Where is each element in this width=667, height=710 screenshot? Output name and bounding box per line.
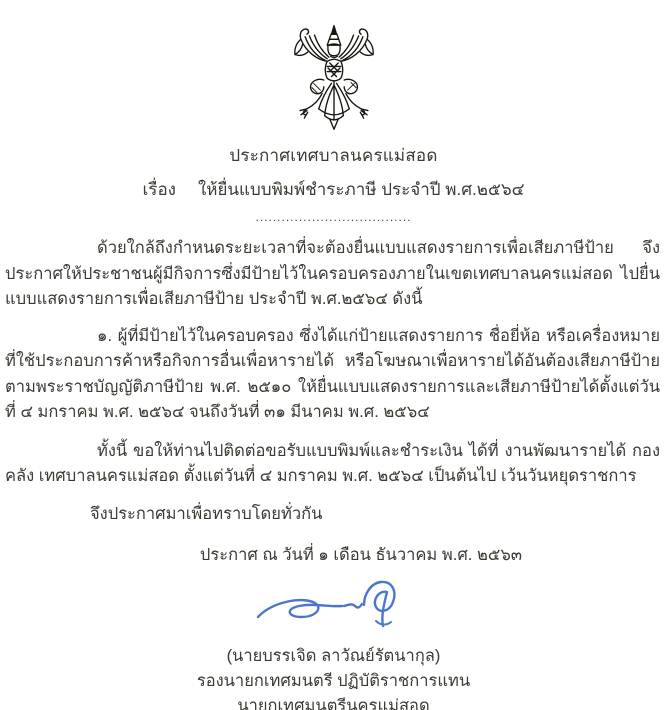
signer-position-1: รองนายกเทศมนตรี ปฏิบัติราชการแทน: [196, 672, 471, 690]
subject-text: ให้ยื่นแบบพิมพ์ชำระภาษี ประจำปี พ.ศ.๒๕๖๔: [197, 180, 525, 199]
signer-position-2: นายกเทศมนตรีนครแม่สอด: [237, 697, 430, 710]
paragraph-intro: ด้วยใกล้ถึงกำหนดระยะเวลาที่จะต้องยื่นแบบแสดงรายการเพื่อเสียภาษีป้าย จึงประกาศให้ประชาชนผู้มีกิจการซึ่งมีป้ายไว้ในครอบครองภายในเขตเทศบาลนครแม่สอด ไปยื่นแบบแสดงรายการเพื่อเสียภาษีป้าย ประจำปี พ.ศ.๒๕๖๔ ดังนี้: [5, 239, 660, 308]
signature-image: [0, 576, 667, 638]
paragraph-item-1: ๑. ผู้ที่มีป้ายไว้ในครอบครอง ซึ่งได้แก่ป้ายแสดงรายการ ชื่อยี่ห้อ หรือเครื่องหมายที่ใช้ประกอบการค้าหรือกิจการอื่นเพื่อหารายได้ หรือโฆษณาเพื่อหารายได้อันต้องเสียภาษีป้าย ตามพระราชบัญญัติภาษีป้าย พ.ศ. ๒๕๑๐ ให้ยื่นแบบแสดงรายการและเสียภาษีป้ายได้ตั้งแต่วันที่ ๔ มกราคม พ.ศ. ๒๕๖๔ จนถึงวันที่ ๓๑ มีนาคม พ.ศ. ๒๕๖๔: [5, 326, 660, 421]
signer-name: (นายบรรเจิด ลาวัณย์รัตนากุล): [226, 647, 441, 665]
announcement-date-line: ประกาศ ณ วันที่ ๑ เดือน ธันวาคม พ.ศ. ๒๕๖๓: [199, 546, 523, 564]
garuda-emblem-icon: [0, 0, 667, 136]
subject-label: เรื่อง: [142, 180, 176, 199]
paragraph-closing: จึงประกาศมาเพื่อทราบโดยทั่วกัน: [90, 504, 323, 523]
paragraph-contact: ทั้งนี้ ขอให้ท่านไปติดต่อขอรับแบบพิมพ์และชำระเงิน ได้ที่ งานพัฒนารายได้ กองคลัง เทศบาลนครแม่สอด ตั้งแต่วันที่ ๔ มกราคม พ.ศ. ๒๕๖๔ เป็นต้นไป เว้นวันหยุดราชการ: [5, 441, 660, 485]
dotted-divider: ....................................: [255, 210, 412, 224]
page-title: ประกาศเทศบาลนครแม่สอด: [229, 146, 438, 165]
subject-line: [0, 176, 667, 203]
